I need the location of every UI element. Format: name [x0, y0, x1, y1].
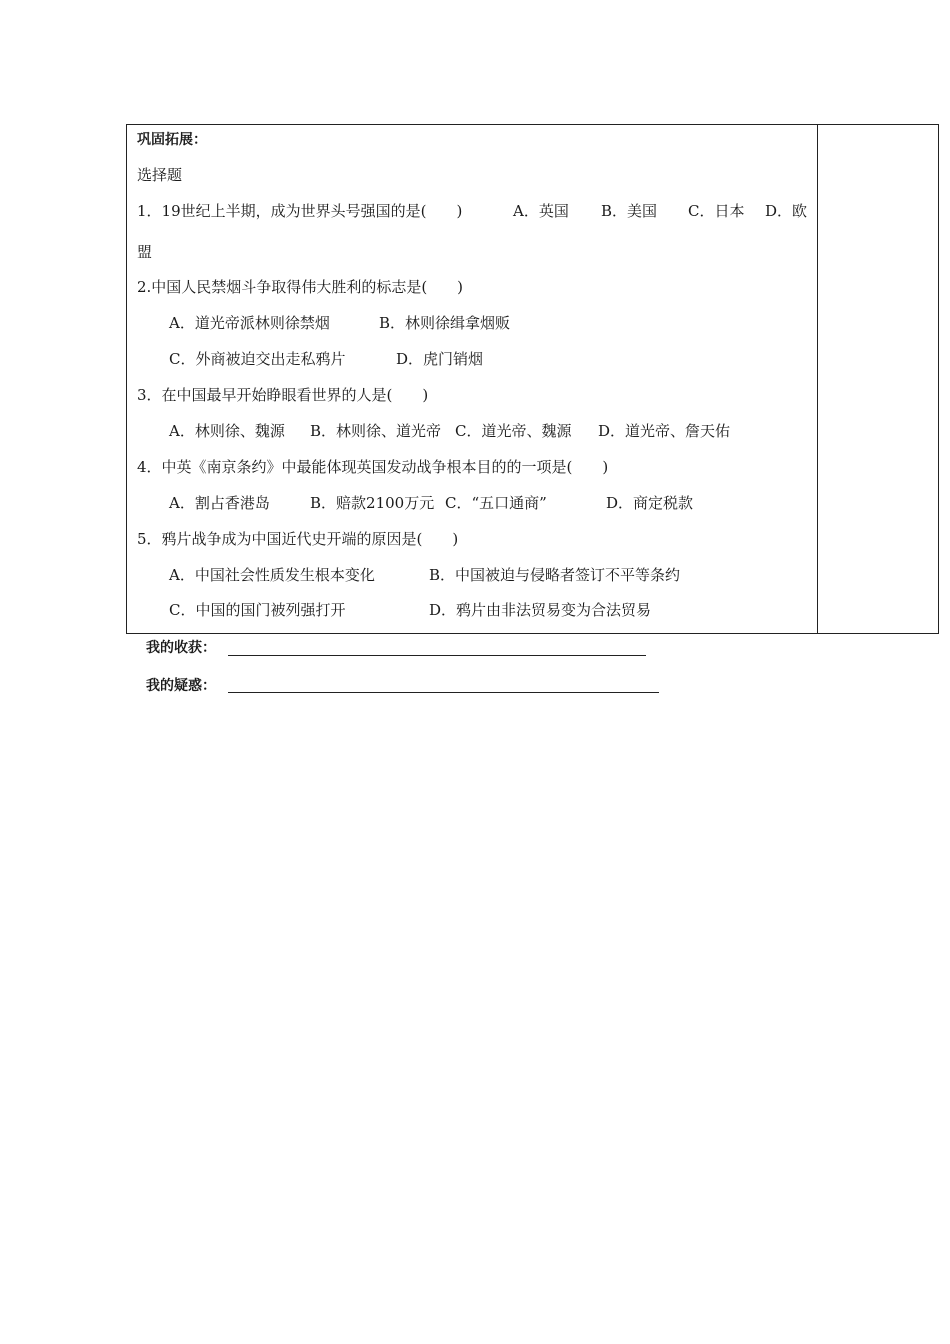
gain-label: 我的收获： — [146, 640, 216, 656]
question-4-option-b: B．赔款2100万元 — [310, 494, 435, 512]
exercise-table — [126, 124, 939, 634]
question-1-wrap: 盟 — [137, 243, 153, 261]
question-2-option-d: D．虎门销烟 — [396, 350, 484, 368]
question-5-option-a: A．中国社会性质发生根本变化 — [169, 566, 375, 584]
subsection-title: 选择题 — [137, 166, 183, 184]
question-3-option-a: A．林则徐、魏源 — [169, 422, 285, 440]
question-5-stem: 5．鸦片战争成为中国近代史开端的原因是( ) — [137, 530, 459, 548]
question-3-option-c: C．道光帝、魏源 — [455, 422, 572, 440]
question-1-option-c: C．日本 — [688, 202, 745, 220]
question-3-option-b: B．林则徐、道光帝 — [310, 422, 442, 440]
question-1-option-a: A．英国 — [513, 202, 569, 220]
question-2-stem: 2.中国人民禁烟斗争取得伟大胜利的标志是( ) — [137, 278, 464, 296]
question-1-option-b: B．美国 — [601, 202, 658, 220]
doubt-label: 我的疑惑： — [146, 678, 216, 694]
question-4-option-a: A．割占香港岛 — [169, 494, 270, 512]
question-5-option-c: C．中国的国门被列强打开 — [169, 601, 346, 619]
question-1-option-d: D．欧 — [765, 202, 808, 220]
question-5-option-b: B．中国被迫与侵略者签订不平等条约 — [429, 566, 681, 584]
question-4-stem: 4．中英《南京条约》中最能体现英国发动战争根本目的的一项是( ) — [137, 458, 609, 476]
question-3-option-d: D．道光帝、詹天佑 — [598, 422, 731, 440]
section-title: 巩固拓展： — [137, 132, 207, 148]
question-2-option-a: A．道光帝派林则徐禁烟 — [169, 314, 330, 332]
doubt-answer-line[interactable] — [228, 692, 659, 693]
question-3-stem: 3．在中国最早开始睁眼看世界的人是( ) — [137, 386, 429, 404]
notes-column — [817, 125, 818, 633]
question-4-option-c: C．“五口通商” — [445, 494, 547, 512]
question-2-option-b: B．林则徐缉拿烟贩 — [379, 314, 511, 332]
gain-answer-line[interactable] — [228, 655, 646, 656]
question-1-stem: 1．19世纪上半期，成为世界头号强国的是( ) — [137, 202, 463, 220]
question-4-option-d: D．商定税款 — [606, 494, 694, 512]
question-5-option-d: D．鸦片由非法贸易变为合法贸易 — [429, 601, 652, 619]
question-2-option-c: C．外商被迫交出走私鸦片 — [169, 350, 346, 368]
